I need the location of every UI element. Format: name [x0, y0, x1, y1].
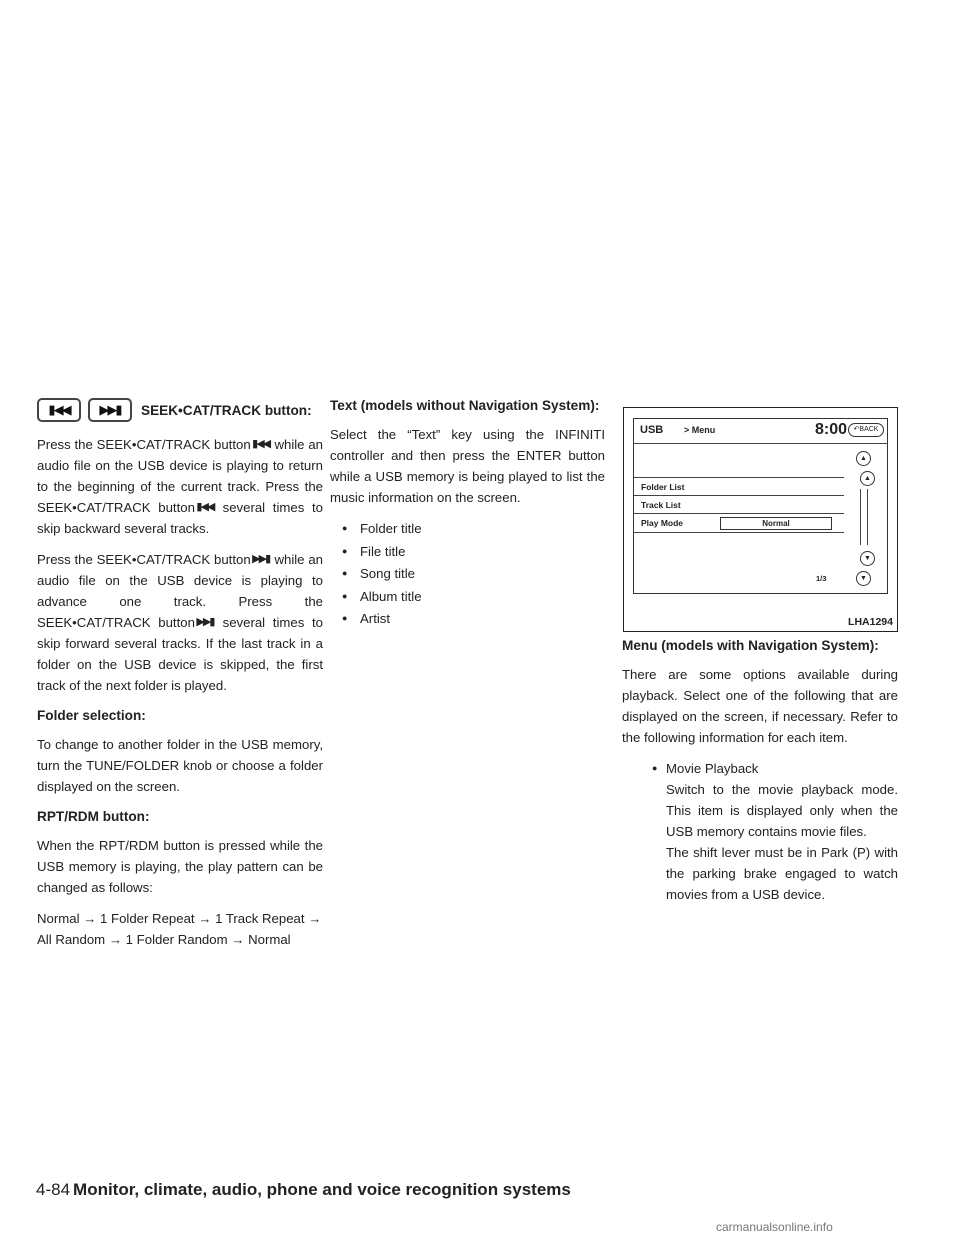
back-arrow-icon: ↶: [853, 426, 860, 433]
menu-row-track-list: Track List: [634, 495, 844, 514]
watermark: carmanualsonline.info: [716, 1220, 833, 1234]
seek-heading-row: [37, 396, 323, 430]
column-2: [330, 396, 605, 631]
movie-playback-title: ● Movie Playback: [652, 758, 898, 779]
screen: [633, 418, 888, 594]
scrollbar-track: [860, 489, 868, 545]
folder-paragraph: To change to another folder in the USB memory, turn the TUNE/FOLDER knob or choose a folder displayed on the screen.: [37, 737, 323, 794]
skip-back-icon: ▮◀◀: [252, 438, 270, 450]
seek-forward-paragraph: Press the SEEK•CAT/TRACK button ▶▶▮ while an audio file on the USB device is playing to advance one track. Press the SEEK•CAT/TRACK button ▶▶▮ several times to skip forward several tracks. If the last track in a folder on the USB device is skipped, the first track of the next folder is played.: [37, 549, 323, 696]
page-footer: [36, 1179, 571, 1201]
menu-heading: Menu (models with Navigation System):: [622, 638, 879, 653]
scroll-down-icon: ▼: [860, 551, 875, 566]
scroll-up-icon: ▲: [860, 471, 875, 486]
footer-title: Monitor, climate, audio, phone and voice recognition systems: [73, 1180, 571, 1199]
movie-playback-desc-1: Switch to the movie playback mode. This item is displayed only when the USB memory contains movie files.: [666, 782, 898, 839]
clock: 8:00: [815, 421, 848, 438]
skip-forward-key-icon: ▶▶▮: [88, 398, 132, 422]
folder-heading: Folder selection:: [37, 708, 146, 723]
rpt-heading: RPT/RDM button:: [37, 809, 150, 824]
movie-playback-item: [622, 758, 898, 905]
text-items-list: [330, 518, 605, 629]
figure-label: LHA1294: [848, 616, 893, 628]
column-3: [622, 636, 898, 905]
page-number: 4-84: [36, 1180, 71, 1199]
menu-row-folder-list: Folder List: [634, 477, 844, 496]
skip-forward-icon: ▶▶▮: [196, 616, 214, 628]
breadcrumb-usb: USB: [640, 424, 664, 436]
play-mode-value: Normal: [720, 517, 832, 530]
menu-row-play-mode: Play Mode Normal: [634, 513, 844, 533]
screen-header: [634, 419, 887, 444]
list-item: ● Artist: [330, 608, 605, 629]
rpt-paragraph: When the RPT/RDM button is pressed while the USB memory is playing, the play pattern can be changed as follows:: [37, 838, 323, 895]
skip-back-key-icon: ▮◀◀: [37, 398, 81, 422]
menu-paragraph: There are some options available during playback. Select one of the following that are displayed on the screen, if necessary. Refer to the following information for each item.: [622, 667, 898, 745]
list-item: ● Folder title: [330, 518, 605, 539]
movie-playback-desc-2: The shift lever must be in Park (P) with the parking brake engaged to watch movies from a USB device.: [666, 845, 898, 902]
list-item: ● File title: [330, 541, 605, 562]
list-item: ● Song title: [330, 563, 605, 584]
rpt-sequence: Normal → 1 Folder Repeat → 1 Track Repeat → All Random → 1 Folder Random → Normal: [37, 911, 322, 947]
column-1: [37, 396, 323, 960]
breadcrumb-menu: > Menu: [684, 425, 716, 435]
scroll-up-icon: ▲: [856, 451, 871, 466]
page-indicator: 1/3: [816, 574, 827, 583]
scroll-down-icon: ▼: [856, 571, 871, 586]
seek-back-paragraph: Press the SEEK•CAT/TRACK button ▮◀◀ while an audio file on the USB device is playing to return to the beginning of the current track. Press the SEEK•CAT/TRACK button ▮◀◀ several times to skip backward several tracks.: [37, 434, 323, 539]
list-item: ● Album title: [330, 586, 605, 607]
skip-forward-icon: ▶▶▮: [252, 553, 270, 565]
skip-back-icon: ▮◀◀: [196, 501, 214, 513]
text-paragraph: Select the “Text” key using the INFINITI controller and then press the ENTER button while a USB memory is being played to list the music information on the screen.: [330, 427, 605, 505]
back-button: ↶BACK: [848, 423, 884, 437]
seek-heading: SEEK•CAT/TRACK button:: [141, 403, 312, 418]
text-heading: Text (models without Navigation System):: [330, 398, 600, 413]
usb-menu-screen-figure: [623, 407, 898, 632]
